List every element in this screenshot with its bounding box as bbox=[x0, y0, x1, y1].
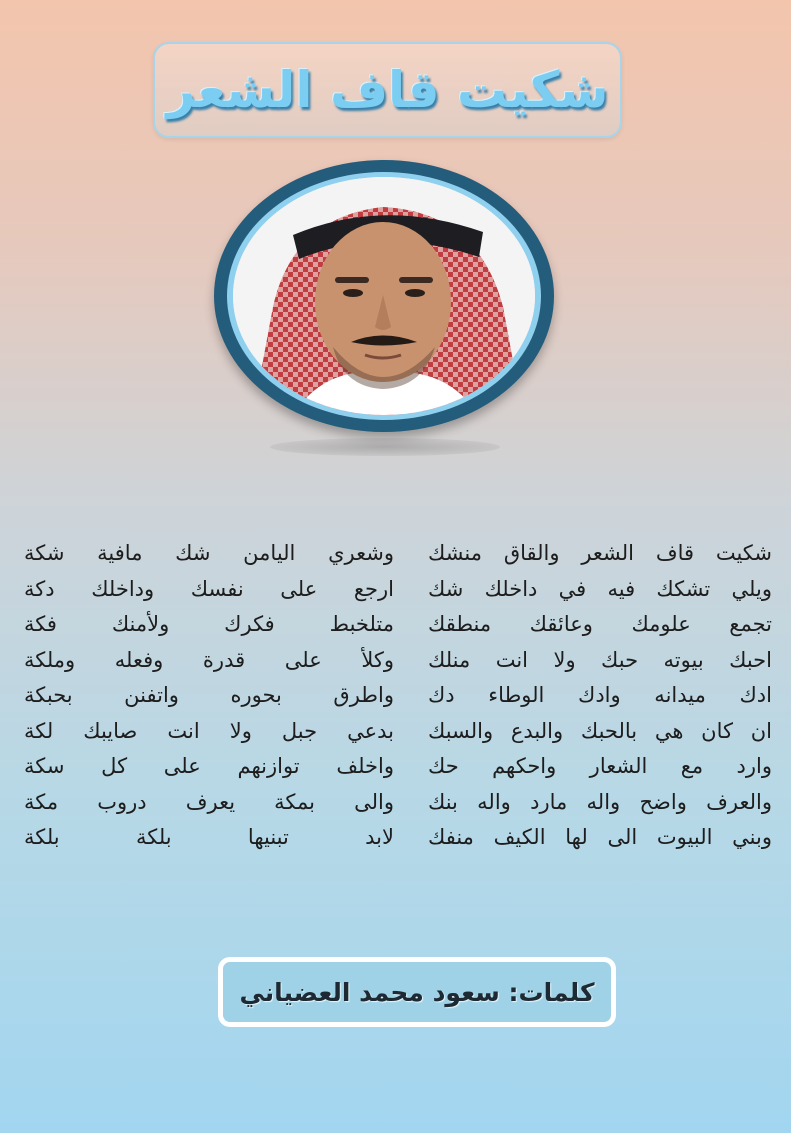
verse-line: ويلي تشكك فيه في داخلك شك bbox=[428, 576, 772, 601]
verse-line: واخلف توازنهم على كل سكة bbox=[24, 754, 394, 778]
author-banner bbox=[218, 957, 616, 1027]
poem-column-right bbox=[428, 536, 772, 856]
portrait-inner-ring bbox=[227, 172, 541, 420]
verse-line: بدعي جبل ولا انت صايبك لكة bbox=[24, 718, 394, 743]
poem-column-left bbox=[24, 536, 394, 856]
verse-line: ارجع على نفسك وداخلك دكة bbox=[24, 576, 394, 601]
verse-line: متلخبط فكرك ولأمنك فكة bbox=[24, 612, 394, 636]
verse-line: واطرق بحوره واتفنن بحبكة bbox=[24, 683, 394, 707]
verse-line: احبك بيوته حبك ولا انت منلك bbox=[428, 647, 772, 672]
verse-line: ادك ميدانه وادك الوطاء دك bbox=[428, 683, 772, 707]
poet-portrait-frame bbox=[214, 160, 554, 432]
poet-portrait bbox=[233, 177, 535, 415]
poem-title: شكيت قاف الشعر bbox=[166, 61, 609, 119]
verse-line: لابد تبنيها بلكة بلكة bbox=[24, 825, 394, 849]
verse-line: تجمع علومك وعائقك منطقك bbox=[428, 612, 772, 636]
verse-line: وبني البيوت الى لها الكيف منفك bbox=[428, 825, 772, 849]
verse-line: وارد مع الشعار واحكهم حك bbox=[428, 754, 772, 778]
poet-portrait-illustration bbox=[233, 177, 535, 415]
verse-line: وكلأ على قدرة وفعله وملكة bbox=[24, 647, 394, 672]
verse-line: شكيت قاف الشعر والقاق منشك bbox=[428, 541, 772, 565]
verse-line: والعرف واضح واله مارد واله بنك bbox=[428, 789, 772, 814]
title-banner bbox=[153, 42, 622, 138]
verse-line: وشعري اليامن شك مافية شكة bbox=[24, 541, 394, 565]
portrait-shadow bbox=[270, 438, 500, 456]
author-credit: كلمات: سعود محمد العضياني bbox=[239, 977, 595, 1007]
verse-line: ان كان هي بالحبك والبدع والسبك bbox=[428, 718, 772, 743]
verse-line: والى بمكة يعرف دروب مكة bbox=[24, 789, 394, 814]
